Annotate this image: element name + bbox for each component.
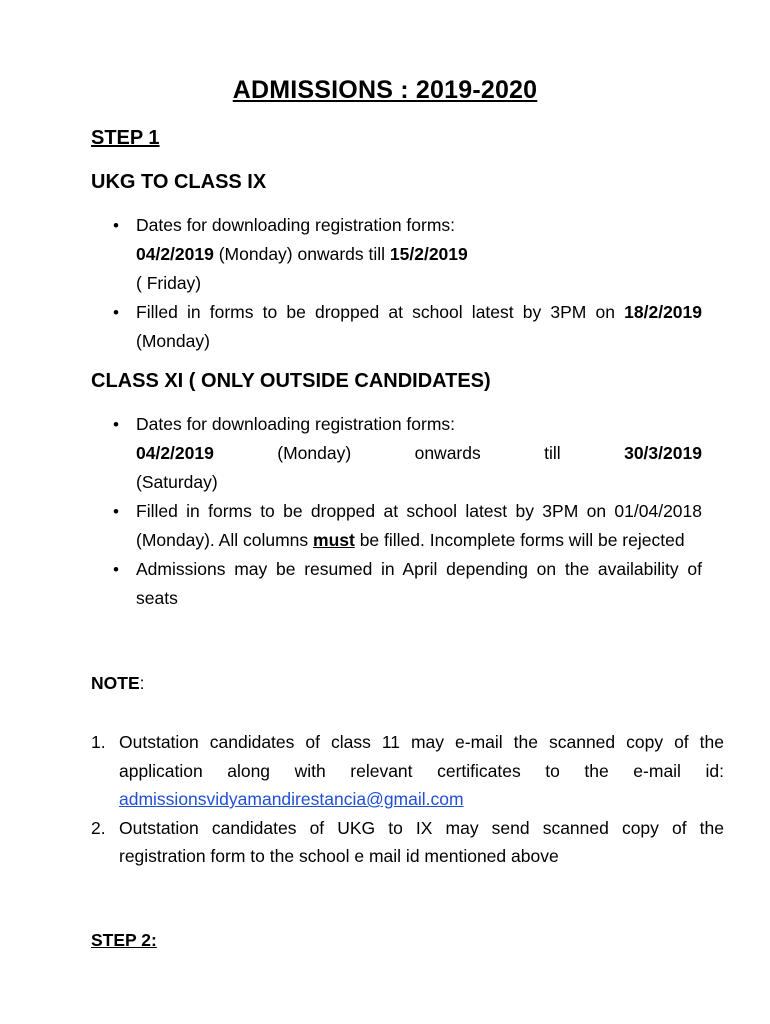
notes-list — [0, 728, 770, 871]
list-item: • Admissions may be resumed in April depending on the availability of seats — [0, 555, 770, 613]
ukg-drop-date: 18/2/2019 — [624, 302, 702, 322]
step1-heading: STEP 1 — [91, 127, 160, 149]
admissions-email-link[interactable]: admissionsvidyamandirestancia@gmail.com — [119, 789, 464, 809]
ukg-start-date: 04/2/2019 — [136, 244, 214, 264]
page-title: ADMISSIONS : 2019-2020 — [232, 76, 538, 104]
ukg-bullet-list — [0, 211, 770, 356]
list-item: 1. Outstation candidates of class 11 may e-mail the scanned copy of the application along with relevant certificates to the e-mail id: admissionsvidyamandirestancia@gmail.com — [91, 732, 724, 809]
xi-start-date: 04/2/2019 — [136, 443, 214, 463]
list-item: • Dates for downloading registration forms: 04/2/2019 (Monday) onwards till 15/2/2019 ( Friday) — [0, 211, 770, 298]
bullet-icon: • — [113, 560, 119, 579]
bullet-icon: • — [113, 303, 119, 322]
list-item: • Filled in forms to be dropped at school latest by 3PM on 18/2/2019 (Monday) — [0, 298, 770, 356]
class-xi-section-heading: CLASS XI ( ONLY OUTSIDE CANDIDATES) — [91, 370, 491, 392]
bullet-icon: • — [113, 502, 119, 521]
list-item: 2. Outstation candidates of UKG to IX may send scanned copy of the registration form to the school e mail id mentioned above — [91, 817, 724, 866]
ukg-section-heading: UKG TO CLASS IX — [91, 171, 267, 193]
bullet-icon: • — [113, 415, 119, 434]
xi-end-date: 30/3/2019 — [624, 443, 702, 463]
note-label: NOTE: — [91, 673, 145, 693]
ukg-end-date: 15/2/2019 — [389, 244, 468, 264]
bullet-icon: • — [113, 216, 119, 235]
list-item: • Dates for downloading registration forms: 04/2/2019 (Monday) onwards till 30/3/2019 (Saturday) — [0, 410, 770, 497]
must-emphasis: must — [313, 530, 355, 550]
step2-heading: STEP 2: — [91, 930, 157, 950]
ukg-dates-label: Dates for downloading registration forms: — [136, 215, 456, 235]
list-item: • Filled in forms to be dropped at school latest by 3PM on 01/04/2018 (Monday). All columns must be filled. Incomplete forms will be rejected — [0, 497, 770, 555]
class-xi-bullet-list — [0, 410, 770, 613]
